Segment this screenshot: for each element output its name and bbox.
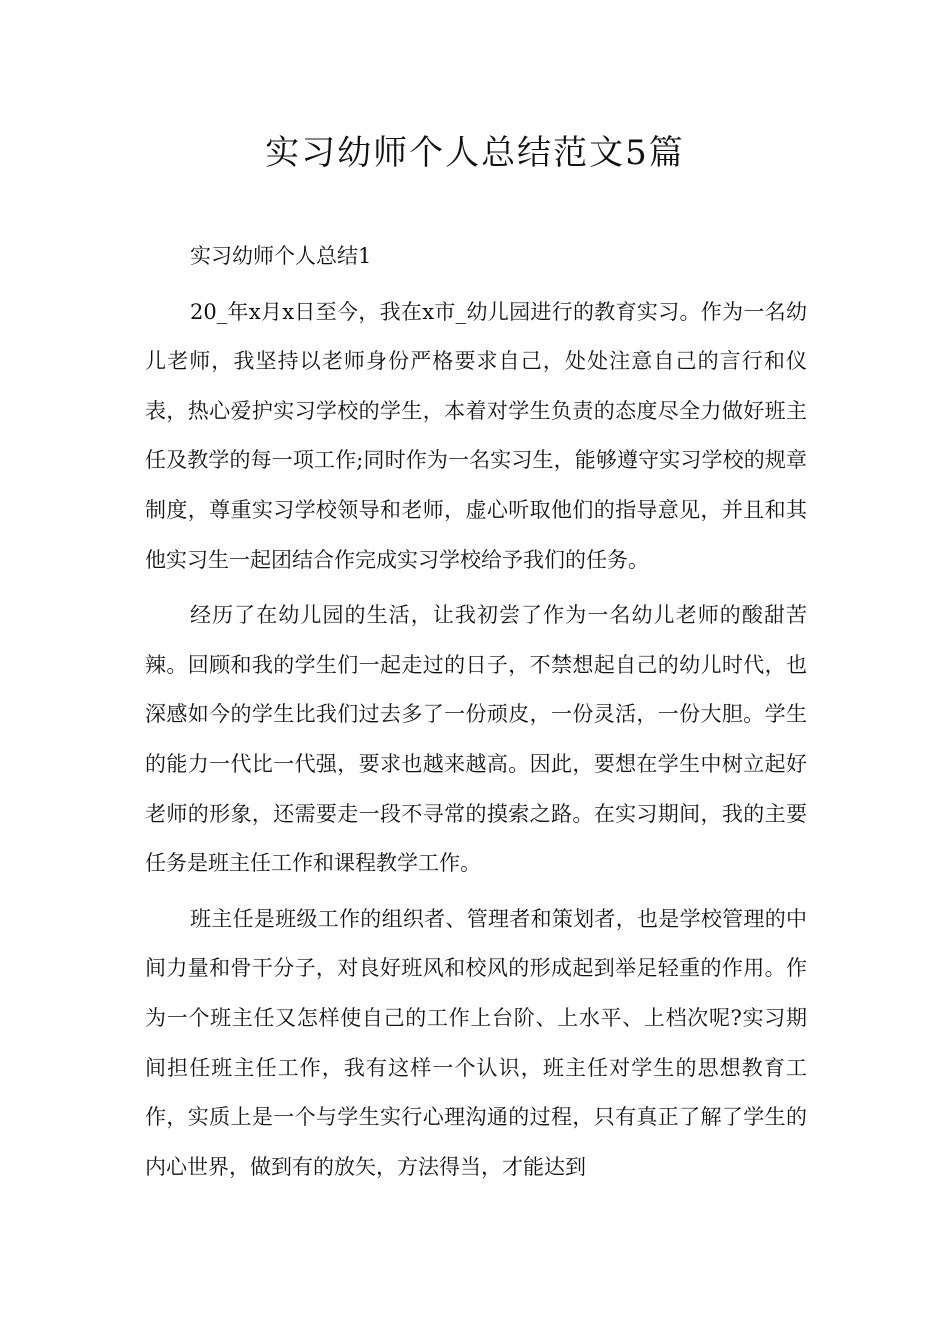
document-title: 实习幼师个人总结范文5篇 <box>265 133 685 173</box>
paragraph-3: 班主任是班级工作的组织者、管理者和策划者，也是学校管理的中间力量和骨干分子，对良好班风和校风的形成起到举足轻重的作用。作为一个班主任又怎样使自己的工作上台阶、上水平、上档次呢?实习期间担任班主任工作，我有这样一个认识，班主任对学生的思想教育工作，实质上是一个与学生实行心理沟通的过程，只有真正了解了学生的内心世界，做到有的放矢，方法得当，才能达到 <box>145 906 807 1179</box>
paragraph-2: 经历了在幼儿园的生活，让我初尝了作为一名幼儿老师的酸甜苦辣。回顾和我的学生们一起走过的日子，不禁想起自己的幼儿时代，也深感如今的学生比我们过去多了一份顽皮，一份灵活，一份大胆。学生的能力一代比一代强，要求也越来越高。因此，要想在学生中树立起好老师的形象，还需要走一段不寻常的摸索之路。在实习期间，我的主要任务是班主任工作和课程教学工作。 <box>145 603 807 876</box>
paragraph-1: 20_年x月x日至今，我在x市_幼儿园进行的教育实习。作为一名幼儿老师，我坚持以老师身份严格要求自己，处处注意自己的言行和仪表，热心爱护实习学校的学生，本着对学生负责的态度尽全力做好班主任及教学的每一项工作;同时作为一名实习生，能够遵守实习学校的规章制度，尊重实习学校领导和老师，虚心听取他们的指导意见，并且和其他实习生一起团结合作完成实习学校给予我们的任务。 <box>145 299 807 572</box>
section-heading: 实习幼师个人总结1 <box>190 244 372 268</box>
document-body <box>145 232 807 1192</box>
